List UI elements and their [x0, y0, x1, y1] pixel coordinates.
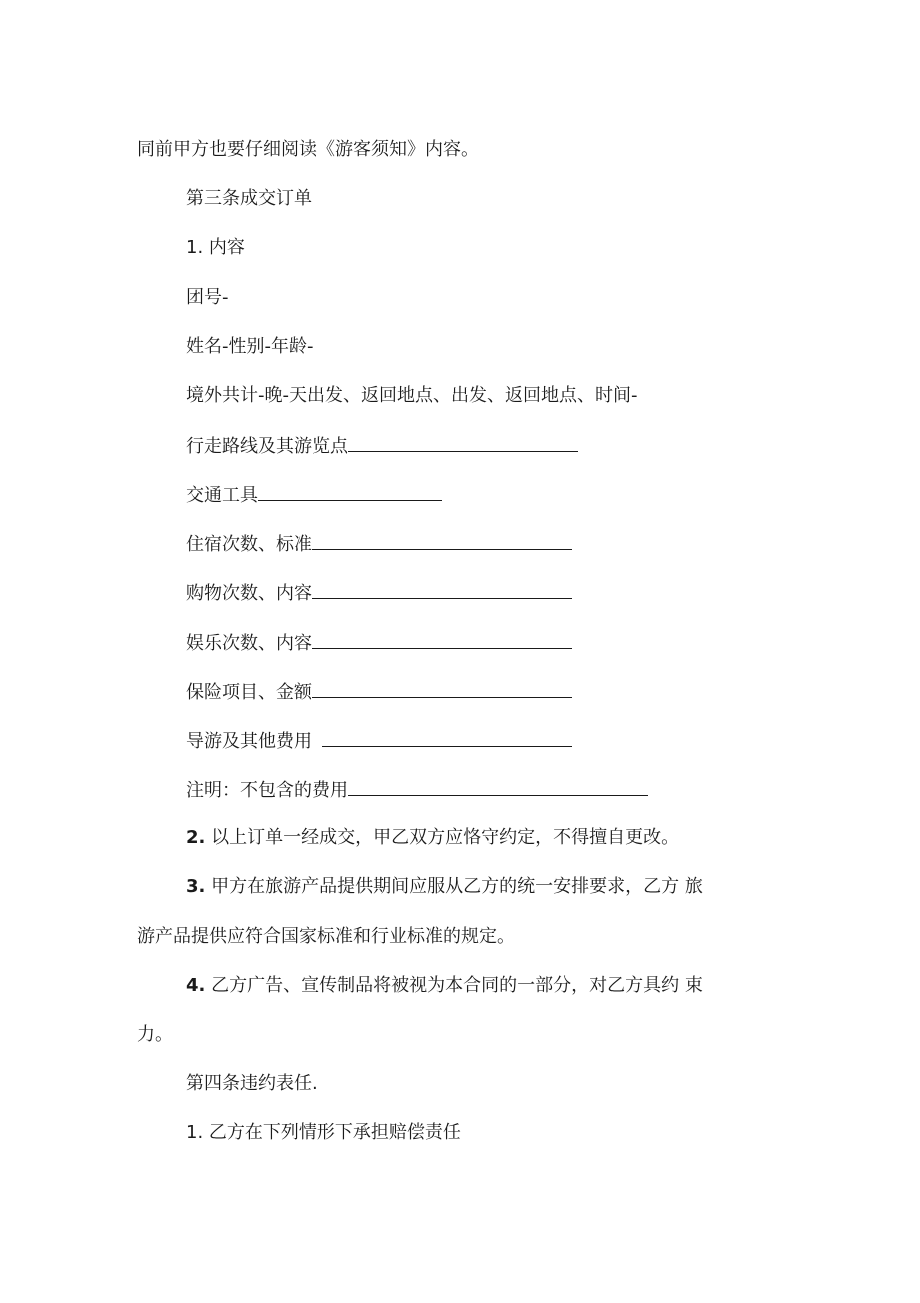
form-field-line — [186, 630, 572, 654]
field-label: 境外共计-晚-天出发、返回地点、出发、返回地点、时间- — [186, 385, 638, 406]
fill-in-blank[interactable] — [258, 482, 442, 501]
clause-number: 4. — [186, 975, 206, 996]
numbered-clause — [186, 875, 703, 899]
section-heading — [186, 1072, 318, 1096]
list-item — [186, 236, 245, 260]
clause-number: 3. — [186, 876, 206, 897]
form-field-line — [186, 728, 572, 752]
fill-in-blank[interactable] — [312, 679, 572, 698]
field-label: 娱乐次数、内容 — [186, 633, 312, 654]
list-item-text: 1. 乙方在下列情形下承担赔偿责任 — [186, 1122, 461, 1143]
section-heading — [186, 187, 312, 211]
field-label: 姓名-性别-年龄- — [186, 336, 314, 357]
clause-text: 乙方广告、宣传制品将被视为本合同的一部分，对乙方具约 束 — [211, 975, 703, 996]
paragraph-line — [137, 925, 515, 949]
form-field-line — [186, 433, 578, 457]
field-label: 交通工具 — [186, 485, 258, 506]
paragraph-line — [137, 138, 479, 162]
fill-in-blank[interactable] — [348, 433, 578, 452]
fill-in-blank[interactable] — [348, 777, 648, 796]
field-label: 购物次数、内容 — [186, 583, 312, 604]
field-label: 行走路线及其游览点 — [186, 436, 348, 457]
fill-in-blank[interactable] — [312, 531, 572, 550]
list-item — [186, 1121, 461, 1145]
field-label: 住宿次数、标准 — [186, 534, 312, 555]
form-field-line — [186, 482, 442, 506]
form-field-line — [186, 777, 648, 801]
clause-number: 2. — [186, 827, 206, 848]
field-label: 导游及其他费用 — [186, 731, 312, 752]
section-heading-text: 第四条违约表任. — [186, 1073, 318, 1094]
fill-in-blank[interactable] — [312, 630, 572, 649]
form-field-line — [186, 335, 314, 359]
paragraph-text: 力。 — [137, 1024, 173, 1045]
clause-text: 甲方在旅游产品提供期间应服从乙方的统一安排要求，乙方 旅 — [211, 876, 703, 897]
section-heading-text: 第三条成交订单 — [186, 188, 312, 209]
form-field-line — [186, 580, 572, 604]
paragraph-text: 游产品提供应符合国家标准和行业标准的规定。 — [137, 926, 515, 947]
field-label: 保险项目、金额 — [186, 682, 312, 703]
numbered-clause — [186, 974, 703, 998]
list-item-text: 1. 内容 — [186, 237, 245, 258]
clause-text: 以上订单一经成交，甲乙双方应恪守约定，不得擅自更改。 — [211, 827, 680, 848]
paragraph-line — [137, 1023, 173, 1047]
paragraph-text: 同前甲方也要仔细阅读《游客须知》内容。 — [137, 139, 479, 160]
fill-in-blank[interactable] — [312, 580, 572, 599]
field-label: 注明：不包含的费用 — [186, 780, 348, 801]
form-field-line — [186, 384, 637, 408]
form-field-line — [186, 679, 572, 703]
field-label: 团号- — [186, 287, 229, 308]
form-field-line — [186, 286, 229, 310]
fill-in-blank[interactable] — [322, 728, 572, 747]
numbered-clause — [186, 826, 679, 850]
form-field-line — [186, 531, 572, 555]
